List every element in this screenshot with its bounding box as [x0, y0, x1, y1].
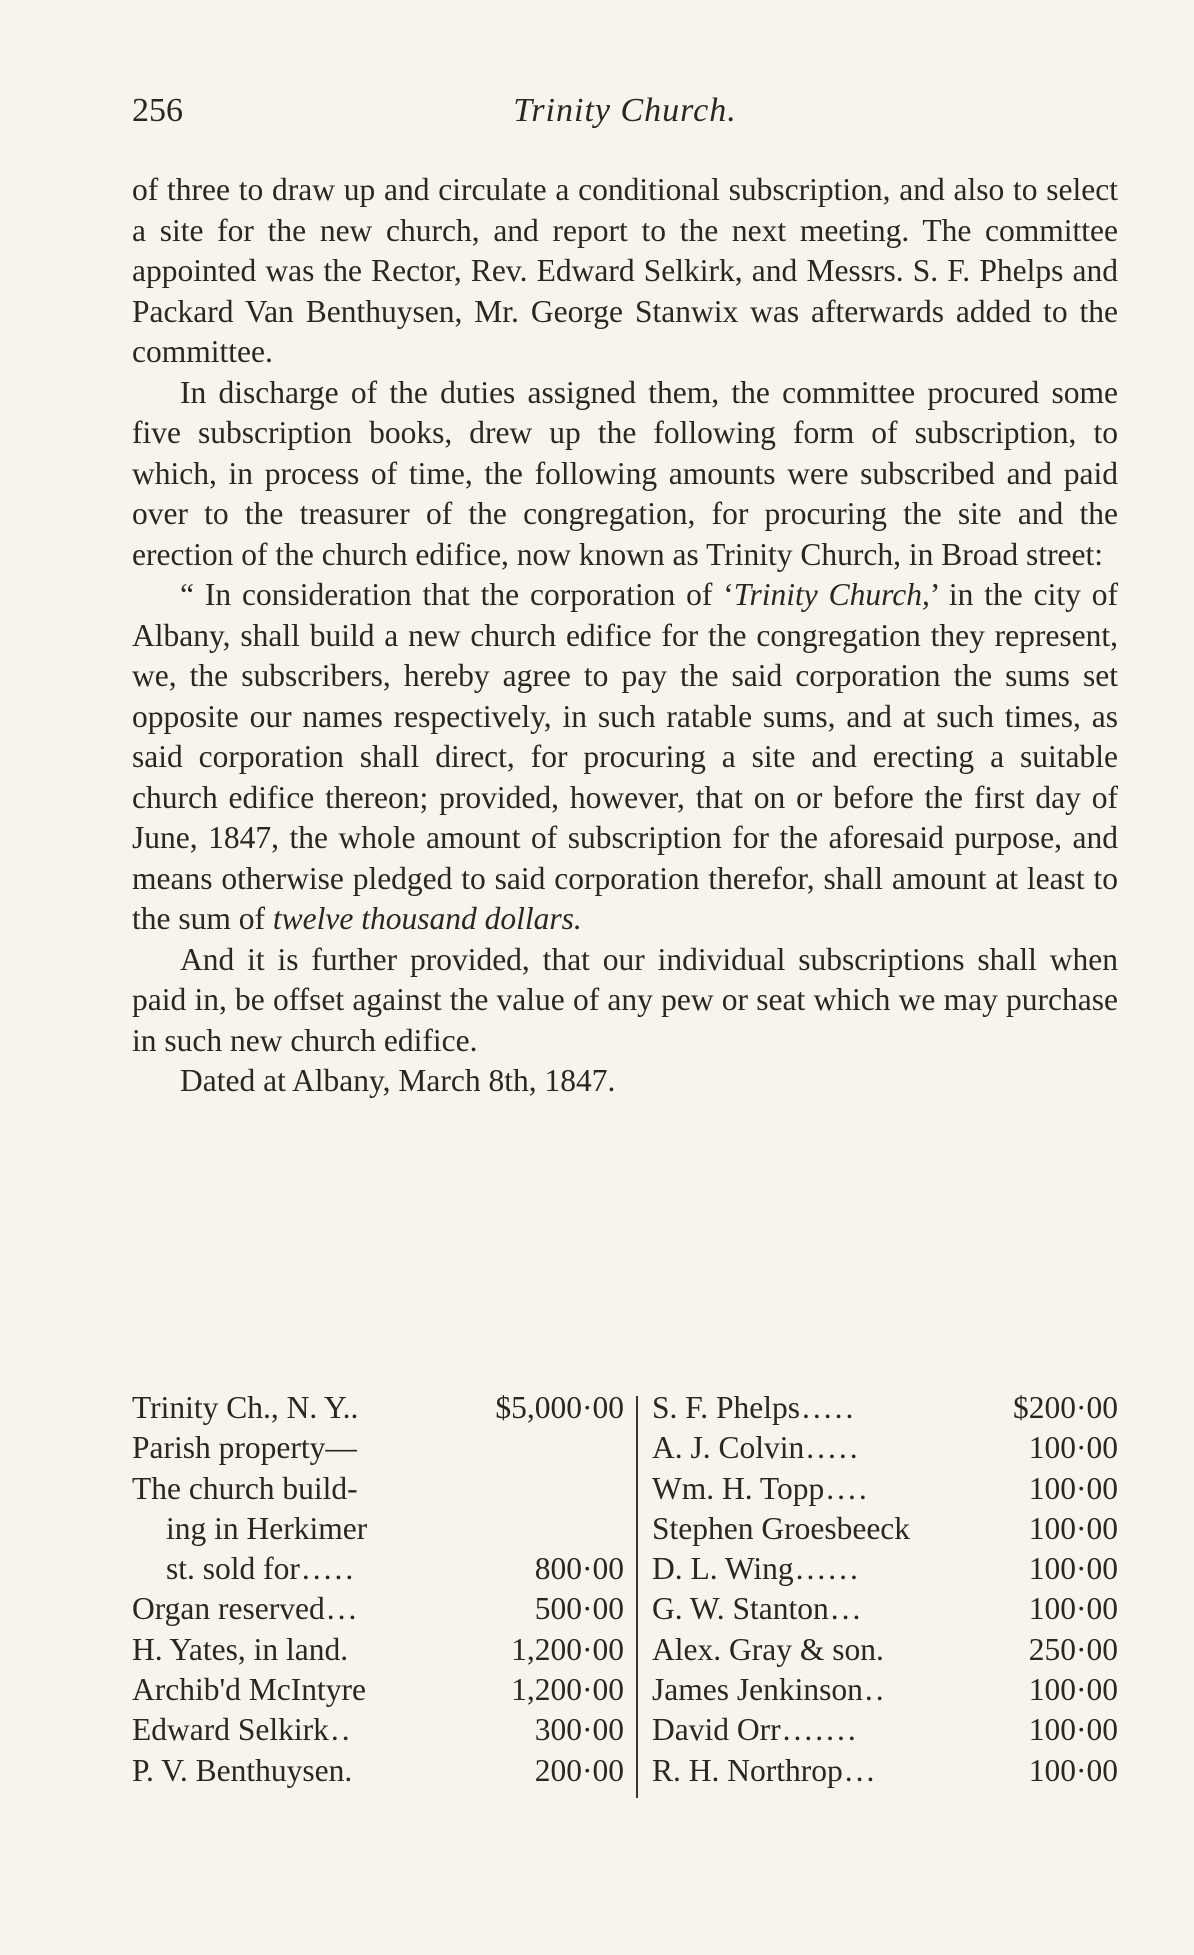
subscription-row — [652, 1390, 1118, 1430]
paragraph-discharge: In discharge of the duties assigned them, the committee procured some five subscription books, drew up the following form of subscription, to which, in process of time, the following amounts were subscribed and paid over to the treasurer of the congregation, for procuring the site and the erection of the church edifice, now known as Trinity Church, in Broad street: — [132, 374, 1118, 572]
leader-dots: ... — [844, 1752, 878, 1788]
running-title: Trinity Church. — [513, 92, 737, 129]
subscription-row — [652, 1551, 1118, 1591]
subscriber-name: Archib'd McIntyre — [132, 1672, 366, 1708]
subscription-amount: 200·00 — [534, 1752, 624, 1788]
subscription-row — [652, 1632, 1118, 1672]
leader-dots: ..... — [806, 1430, 861, 1466]
column-divider — [636, 1396, 638, 1798]
subscriber-name: Edward Selkirk — [132, 1712, 329, 1748]
subscriber-name: G. W. Stanton — [652, 1591, 829, 1627]
leader-dots: ....... — [782, 1712, 859, 1748]
subscription-amount: 100·00 — [1028, 1430, 1118, 1466]
subscription-row — [652, 1511, 1118, 1551]
subscription-row — [132, 1430, 624, 1470]
subscription-amount: 250·00 — [1028, 1631, 1118, 1667]
subscriber-name: ing in Herkimer — [166, 1510, 368, 1546]
subscriber-name: James Jenkinson — [652, 1672, 863, 1708]
subscriber-name: David Orr — [652, 1712, 781, 1748]
subscriber-name: Stephen Groesbeeck — [652, 1510, 911, 1546]
subscriber-name: Wm. H. Topp — [652, 1470, 825, 1506]
leader-dots: ... — [830, 1591, 864, 1627]
subscriber-name: Parish property— — [132, 1430, 357, 1466]
subscriber-name: Alex. Gray & son. — [652, 1631, 884, 1667]
subscription-row — [132, 1511, 624, 1551]
subscription-row — [132, 1753, 624, 1793]
subscription-row — [132, 1632, 624, 1672]
subscriber-name: R. H. Northrop — [652, 1752, 843, 1788]
amount-italic: twelve thousand dollars. — [272, 901, 582, 936]
subscription-amount: 1,200·00 — [511, 1672, 624, 1708]
subscriber-name: P. V. Benthuysen. — [132, 1752, 353, 1788]
leader-dots: ..... — [802, 1390, 857, 1425]
leader-dots: ...... — [795, 1551, 861, 1587]
subscription-column-left — [132, 1390, 624, 1793]
subscription-amount: 100·00 — [1028, 1591, 1118, 1627]
subscription-row — [652, 1591, 1118, 1631]
subscription-form-body: ’ in the city of Albany, shall build a new church edifice for the congregation they represent, we, the subscribers, hereby agree to pay the said corporation the sums set opposite our names respectively, in such ratable sums, and at such times, as said corporation shall direct, for procuring a site and erecting a suitable church edifice thereon; provided, however, that on or before the first day of June, 1847, the whole amount of subscription for the aforesaid purpose, and means otherwise pledged to said corporation therefor, shall amount at least to the sum of — [132, 577, 1118, 936]
subscription-row — [652, 1672, 1118, 1712]
page-body — [132, 170, 1118, 1102]
subscriber-name: Trinity Ch., N. Y.. — [132, 1390, 359, 1425]
leader-dots: .. — [330, 1712, 353, 1748]
subscription-row — [652, 1753, 1118, 1793]
subscription-row — [652, 1712, 1118, 1752]
leader-dots: ..... — [301, 1551, 357, 1587]
subscriber-name: H. Yates, in land. — [132, 1631, 349, 1667]
subscription-row — [132, 1712, 624, 1752]
subscriber-name: st. sold for — [166, 1551, 300, 1587]
subscription-amount: 100·00 — [1028, 1551, 1118, 1587]
leader-dots: .. — [864, 1672, 887, 1708]
subscription-amount: 100·00 — [1028, 1752, 1118, 1788]
subscriber-name: Organ reserved — [132, 1591, 325, 1627]
subscription-row — [132, 1591, 624, 1631]
church-name-italic: Trinity Church, — [733, 577, 930, 612]
subscription-amount: 100·00 — [1028, 1510, 1118, 1546]
subscription-amount: $200·00 — [1013, 1390, 1118, 1425]
subscriber-name: A. J. Colvin — [652, 1430, 805, 1466]
paragraph-dated: Dated at Albany, March 8th, 1847. — [180, 1063, 616, 1098]
subscription-row — [652, 1430, 1118, 1470]
subscriber-name: The church build- — [132, 1470, 358, 1506]
subscription-amount: 100·00 — [1028, 1672, 1118, 1708]
subscription-column-right — [652, 1390, 1118, 1793]
running-head — [132, 92, 1118, 142]
subscription-amount: 800·00 — [534, 1551, 624, 1587]
subscription-row — [132, 1551, 624, 1591]
subscription-table — [132, 1390, 1118, 1804]
subscription-amount: 100·00 — [1028, 1470, 1118, 1506]
subscription-row — [132, 1471, 624, 1511]
subscription-amount: 300·00 — [534, 1712, 624, 1748]
subscription-row — [132, 1390, 624, 1430]
subscription-amount: 100·00 — [1028, 1712, 1118, 1748]
subscription-amount: 1,200·00 — [511, 1631, 624, 1667]
subscriber-name: S. F. Phelps — [652, 1390, 801, 1425]
subscription-row — [652, 1471, 1118, 1511]
subscription-amount: $5,000·00 — [495, 1390, 624, 1425]
leader-dots: .... — [826, 1470, 870, 1506]
paragraph-committee: of three to draw up and circulate a conditional subscription, and also to select a site for the new church, and report to the next meeting. The committee appointed was the Rector, Rev. Edward Selkirk, and Messrs. S. F. Phelps and Packard Van Benthuysen, Mr. George Stanwix was afterwards added to the committee. — [132, 172, 1118, 369]
subscription-amount: 500·00 — [534, 1591, 624, 1627]
subscription-form-open: “ In consideration that the corporation of ‘ — [180, 577, 734, 612]
page-number: 256 — [132, 92, 183, 129]
leader-dots: ... — [326, 1591, 360, 1627]
subscription-row — [132, 1672, 624, 1712]
paragraph-subscription-form — [132, 575, 1118, 940]
paragraph-provision: And it is further provided, that our individual subscriptions shall when paid in, be offset against the value of any pew or seat which we may purchase in such new church edifice. — [132, 941, 1118, 1058]
subscriber-name: D. L. Wing — [652, 1551, 794, 1587]
